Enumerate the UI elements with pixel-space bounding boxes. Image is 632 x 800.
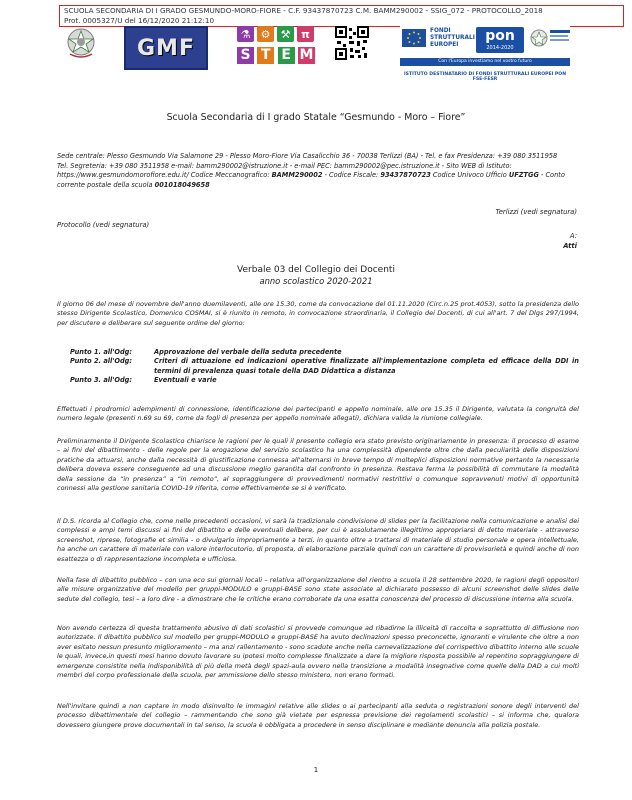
agenda-list <box>70 348 579 386</box>
school-name: Scuola Secondaria di I grado Statale “Gesmundo - Moro – Fiore” <box>166 112 466 123</box>
pon-years: 2014-2020 <box>486 45 514 51</box>
engineering-icon: ⚒ <box>277 26 294 42</box>
protocol-stamp <box>59 5 624 27</box>
ministry-text-line <box>550 39 569 41</box>
school-contact-info <box>57 152 579 190</box>
stem-logo <box>237 26 315 72</box>
qr-code-icon <box>335 26 369 60</box>
recipient-label: A: <box>569 232 577 240</box>
stamp-line-1: SCUOLA SECONDARIA DI I GRADO GESMUNDO-MORO-FIORE - C.F. 93437870723 C.M. BAMM290002 - SSIG_072 - PROTOCOLLO_2018 <box>64 6 543 15</box>
gmf-school-logo <box>124 26 208 70</box>
header-logos <box>0 26 632 82</box>
ministry-emblem-icon <box>530 29 548 47</box>
technology-icon: ⚙ <box>257 26 274 42</box>
stem-letters: S T E M <box>237 47 315 64</box>
italian-republic-emblem-icon <box>66 26 96 60</box>
agenda-item: Punto 1. all'Odg: Approvazione del verbale della seduta precedente <box>70 348 342 356</box>
page-number: 1 <box>313 766 319 774</box>
body-paragraph: Il D.S. ricorda al Collegio che, come nelle precedenti occasioni, vi sarà la tradizionale condivisione di slides per la facilitazione nella comunicazione e analisi dei complessi e ampi temi discussi ai fini del dibattito e delle eventuali delibere, per cui è assolutamente illegittimo appropriarsi di detto materiale - attraverso screenshot, riprese, fotografie et similia - o divulgarlo impropriamente a terzi, in quanto oltre a trattarsi di materiale di studio personale e opera intellettuale, ha anche un carattere di materiale con valore interlocutorio, di proposta, di elaborazione parziale quindi con un carattere di provvisorietà e quindi anche di non esattezza o di rappresentazione incompleta e ufficiosa. <box>57 517 579 563</box>
info-line-3: https://www.gesmundomorofiore.edu.it/ Codice Meccanografico: BAMM290002 - Codice Fiscale: 93437870723 Codice Univoco Ufficio UFZTGG - Conto <box>57 171 565 179</box>
protocol-reference: Protocollo (vedi segnatura) <box>57 221 150 229</box>
gmf-logo-text: GMF <box>137 35 195 61</box>
body-paragraph: Non avendo certezza di questa trattamento abusivo di dati scolastici si provvede comunque ad ribadirne la illiceità di raccolta e soprattutto di diffusione non autorizzate. Il dibattito pubblico sul modello per gruppi-MODULO e gruppi-BASE ha avuto declinazioni spesso preconcette, ignoranti e virulente che oltre a non aver esitato nessun presunto miglioramento – ma anzi rallentamento - sono scadute anche nella carnevalizzazione del corrispettivo dibattito interno alle scuole le quali, invece,in questi mesi hanno dovuto lavorare su ipotesi molto complesse finalizzate a dare la migliore risposta possibile al repentino sopraggiungere di emergenze consistite nella indisponibilità di più della metà degli spazi-aula ovvero nella transizione a modalità insegnative come quelle della DAD a cui molti membri del corpo professionale della scuola, per ammissione dello stesso ministero, non erano formati. <box>57 624 579 680</box>
school-year: anno scolastico 2020-2021 <box>259 276 373 286</box>
eu-funds-text: FONDI STRUTTURALI EUROPEI <box>430 28 475 48</box>
body-paragraph: Effettuati i prodromici adempimenti di connessione, identificazione dei partecipanti e appello nominale, alle ore 15.35 il Dirigente, valutata la congruità del numero legale (presenti n.69 su 69, come da fogli di presenza per appello nominale allegati), dichiara valida la riunione collegiale. <box>57 405 579 423</box>
stamp-line-2: Prot. 0005327/U del 16/12/2020 21:12:10 <box>64 16 215 25</box>
intro-paragraph: Il giorno 06 del mese di novembre dell'anno duemilaventi, alle ore 15.30, come da convocazione del 01.11.2020 (Circ.n.25 prot.4053), sotto la presidenza dello stesso Dirigente Scolastico, Domenico COSMAI, si è riunito in remoto, in convocazione straordinaria, il Collegio dei Docenti, di cui all'art. 7 del Dlgs 297/1994, per discutere e deliberare sul seguente ordine del giorno: <box>57 300 579 327</box>
math-pi-icon: π <box>297 26 314 42</box>
body-paragraph: Nella fase di dibattito pubblico – con una eco sui giornali locali – relativa all'organizzazione del rientro a scuola il 28 settembre 2020, le ragioni degli oppositori alle misure organizzative del modello per gruppi-MODULO e gruppi-BASE sono state associate al dichiarato possesso di alcuni screenshot delle slides delle sedute del collegio, tesi – a loro dire - a dimostrare che le critiche erano corroborate da una esatta conoscenza del processo di discussione interna alla scuola. <box>57 576 579 603</box>
eu-flag-icon <box>402 29 426 47</box>
ministry-text-line <box>550 35 568 37</box>
info-line-4: corrente postale della scuola 001018049658 <box>57 180 210 189</box>
pon-logo <box>476 27 524 53</box>
body-paragraph: Preliminarmente il Dirigente Scolastico chiarisce le ragioni per le quali il presente collegio era stato previsto originariamente in presenza: il processo di esame – ai fini del dibattimento - delle regole per la erogazione del servizio scolastico ha una complessità dipendente oltre che dalla peculiarità delle disposizioni pratiche da attuarsi, anche dalla necessità di giustificazione connessa all'alternarsi in breve tempo di molteplici disposizioni normative pertanto la necessaria delibera doveva essere conseguente ad una discussione meglio garantita dal confronto in presenza. Restava ferma la possibilità di commutare la modalità della sessione da “in presenza” a “in remoto”, al sopraggiungere di provvedimenti normativi restrittivi o comunque sopravvenuti motivi di opportunità connessi alla gestione sanitaria COVID-19 riferita, come effettivamente se si è verificato. <box>57 437 579 493</box>
pon-tagline-bar: Con l'Europa investiamo nel vostro futuro <box>400 58 570 66</box>
info-line-2: Tel. Segreteria: +39 080 3511958 e-mail: bamm290002@istruzione.it - e-mail PEC: bamm290002@pec.istruzione.it - Sito WEB di Istituto: <box>57 161 512 170</box>
science-icon: ⚗ <box>237 26 254 42</box>
verbale-title: Verbale 03 del Collegio dei Docenti <box>237 265 395 275</box>
agenda-item: Punto 2. all'Odg: Criteri di attuazione ed indicazioni operative finalizzate all'implementazione completa ed efficace della DDI in termini di prevalenza quasi totale della DAD Didattica a distanza <box>70 357 579 375</box>
body-paragraph: Nell'invitare quindi a non captare in modo disinvolto le immagini relative alle slides o ai partecipanti alla seduta o registrazioni sonore degli interventi del processo dibattimentale del collegio – rammentando che sono già vietate per espressa previsione dei regolamenti scolastici – si informa che, qualora dovessero giungere prove documentali in tal senso, la scuola è obbligata a procedere in senso disciplinare e mediante denuncia alla polizia postale. <box>57 702 579 729</box>
pon-eu-funds-banner <box>400 26 570 70</box>
agenda-item: Punto 3. all'Odg: Eventuali e varie <box>70 376 217 385</box>
pon-caption: ISTITUTO DESTINATARIO DI FONDI STRUTTURALI EUROPEI PON FSE-FESR <box>403 72 567 82</box>
place-date: Terlizzi (vedi segnatura) <box>495 208 577 216</box>
recipient-value: Atti <box>563 242 577 250</box>
ministry-text-line <box>550 30 570 33</box>
info-line-1: Sede centrale: Plesso Gesmundo Via Salamone 29 - Plesso Moro-Fiore Via Casalicchio 36 - 70038 Terlizzi (BA) - Tel. e fax Presidenza: +39 080 3511958 <box>57 152 558 160</box>
pon-logo-text: pon <box>485 28 515 44</box>
